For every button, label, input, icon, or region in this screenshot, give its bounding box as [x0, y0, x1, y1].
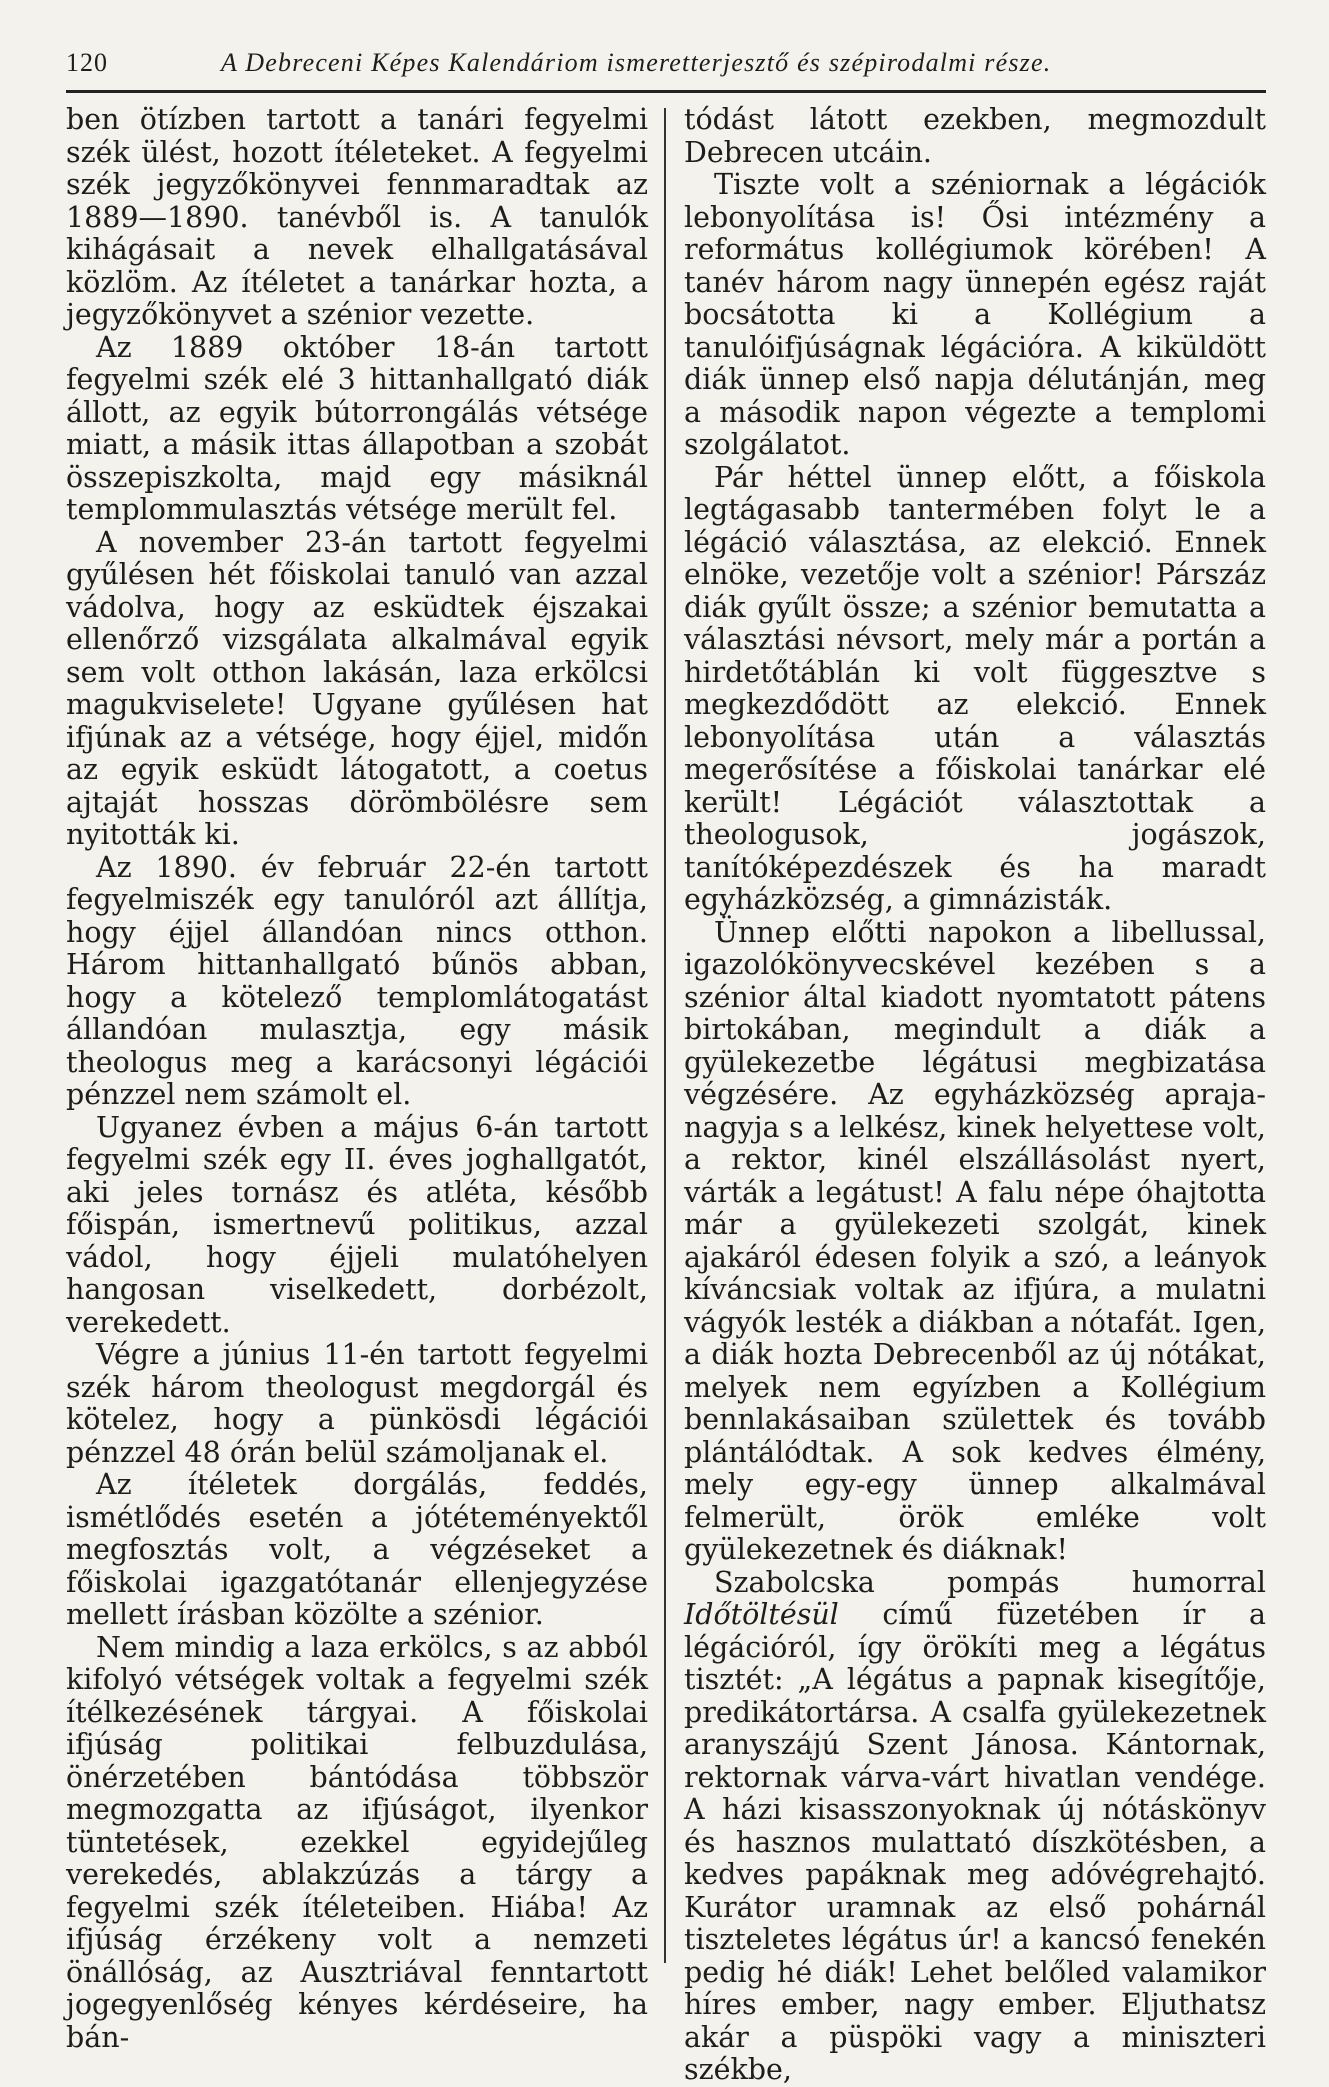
left-column [66, 104, 648, 2054]
book-title: Időtöltésül [684, 1598, 839, 1631]
page-header [66, 40, 1266, 93]
paragraph: Nem mindig a laza erkölcs, s az abból kifolyó vétségek voltak a fegyelmi szék ítélkezésének tárgyai. A főiskolai ifjúság politikai felbuzdulása, önérzetében bántódása többször megmozgatta az ifjúságot, ilyenkor tüntetések, ezekkel egyidejűleg verekedés, ablakzúzás a tárgy a fegyelmi szék ítéleteiben. Hiába! Az ifjúság érzékeny volt a nemzeti önállóság, az Ausztriával fenntartott jogegyenlőség kényes kérdéseire, ha bán- [66, 1630, 648, 2054]
paragraph [684, 1567, 1266, 2087]
paragraph: ben ötízben tartott a tanári fegyelmi szék ülést, hozott ítéleteket. A fegyelmi szék jegyzőkönyvei fennmaradtak az 1889—1890. tanévből is. A tanulók kihágásait a nevek elhallgatásával közlöm. Az ítéletet a tanárkar hozta, a jegyzőkönyvet a szénior vezette. [66, 103, 648, 331]
paragraph: A november 23-án tartott fegyelmi gyűlésen hét főiskolai tanuló van azzal vádolva, hogy az esküdtek éjszakai ellenőrző vizsgálata alkalmával egyik sem volt otthon lakásán, laza erkölcsi magukviselete! Ugyane gyűlésen hat ifjúnak az a vétsége, hogy éjjel, midőn az egyik esküdt látogatott, a coetus ajtaját hosszas dörömbölésre sem nyitották ki. [66, 525, 648, 851]
page-number: 120 [66, 48, 108, 77]
running-title: A Debreceni Képes Kalendáriom ismeretterjesztő és szépirodalmi része. [221, 48, 1052, 77]
paragraph: Végre a június 11-én tartott fegyelmi szék három theologust megdorgál és kötelez, hogy a pünkösdi légációi pénzzel 48 órán belül számoljanak el. [66, 1338, 648, 1469]
paragraph: Pár héttel ünnep előtt, a főiskola legtágasabb tantermében folyt le a légáció választása, az elekció. Ennek elnöke, vezetője volt a szénior! Párszáz diák gyűlt össze; a szénior bemutatta a választási névsort, mely már a portán a hirdetőtáblán ki volt függesztve s megkezdődött az elekció. Ennek lebonyolítása után a választás megerősítése a főiskolai tanárkar elé került! Légációt választottak a theologusok, jogászok, tanítóképezdészek és ha maradt egyházközség, a gimnázisták. [684, 460, 1266, 916]
text-run: című füzetében ír a légációról, így örökíti meg a légátus tisztét: „A légátus a papnak kisegítője, predikátortársa. A csalfa gyülekezetnek aranyszájú Szent Jánosa. Kántornak, rektornak várva-várt hivatlan vendége. A házi kisasszonyoknak új nótáskönyv és hasznos mulattató díszkötésben, a kedves papáknak meg adóvégrehajtó. Kurátor uramnak az első pohárnál tiszteletes légátus úr! a kancsó fenekén pedig hé diák! Lehet belőled valamikor híres ember, nagy ember. Eljuthatsz akár a püspöki vagy a miniszteri székbe, [684, 1598, 1266, 2086]
right-column [684, 104, 1266, 2087]
paragraph: Ugyanez évben a május 6-án tartott fegyelmi szék egy II. éves joghallgatót, aki jeles tornász és atléta, később főispán, ismertnevű politikus, azzal vádol, hogy éjjeli mulatóhelyen hangosan viselkedett, dorbézolt, verekedett. [66, 1110, 648, 1339]
column-divider [664, 108, 666, 1963]
text-run: Szabolcska pompás humorral [714, 1565, 1266, 1599]
paragraph: tódást látott ezekben, megmozdult Debrecen utcáin. [684, 103, 1266, 169]
paragraph: Tiszte volt a széniornak a légációk lebonyolítása is! Ősi intézmény a református kollégiumok körében! A tanév három nagy ünnepén egész raját bocsátotta ki a Kollégium a tanulóifjúságnak légációra. A kiküldött diák ünnep első napja délutánján, meg a második napon végezte a templomi szolgálatot. [684, 168, 1266, 461]
paragraph: Az 1889 október 18-án tartott fegyelmi szék elé 3 hittanhallgató diák állott, az egyik bútorrongálás vétsége miatt, a másik ittas állapotban a szobát összepiszkolta, majd egy másiknál templommulasztás vétsége merült fel. [66, 330, 648, 526]
paragraph: Az ítéletek dorgálás, feddés, ismétlődés esetén a jótéteményektől megfosztás volt, a végzéseket a főiskolai igazgatótanár ellenjegyzése mellett írásban közölte a szénior. [66, 1468, 648, 1631]
paragraph: Ünnep előtti napokon a libellussal, igazolókönyvecskével kezében s a szénior által kiadott nyomtatott pátens birtokában, megindult a diák a gyülekezetbe légátusi megbizatása végzésére. Az egyházközség apraja-nagyja s a lelkész, kinek helyettese volt, a rektor, kinél elszállásolást nyert, várták a legátust! A falu népe óhajtotta már a gyülekezeti szolgát, kinek ajakáról édesen folyik a szó, a leányok kíváncsiak voltak az ifjúra, a mulatni vágyók lesték a diákban a nótafát. Igen, a diák hozta Debrecenből az új nótákat, melyek nem egyízben a Kollégium bennlakásaiban születtek és tovább plántálódtak. A sok kedves élmény, mely egy-egy ünnep alkalmával felmerült, örök emléke volt gyülekezetnek és diáknak! [684, 915, 1266, 1566]
paragraph: Az 1890. év február 22-én tartott fegyelmiszék egy tanulóról azt állítja, hogy éjjel állandóan nincs otthon. Három hittanhallgató bűnös abban, hogy a kötelező templomlátogatást állandóan mulasztja, egy másik theologus meg a karácsonyi légációi pénzzel nem számolt el. [66, 850, 648, 1111]
